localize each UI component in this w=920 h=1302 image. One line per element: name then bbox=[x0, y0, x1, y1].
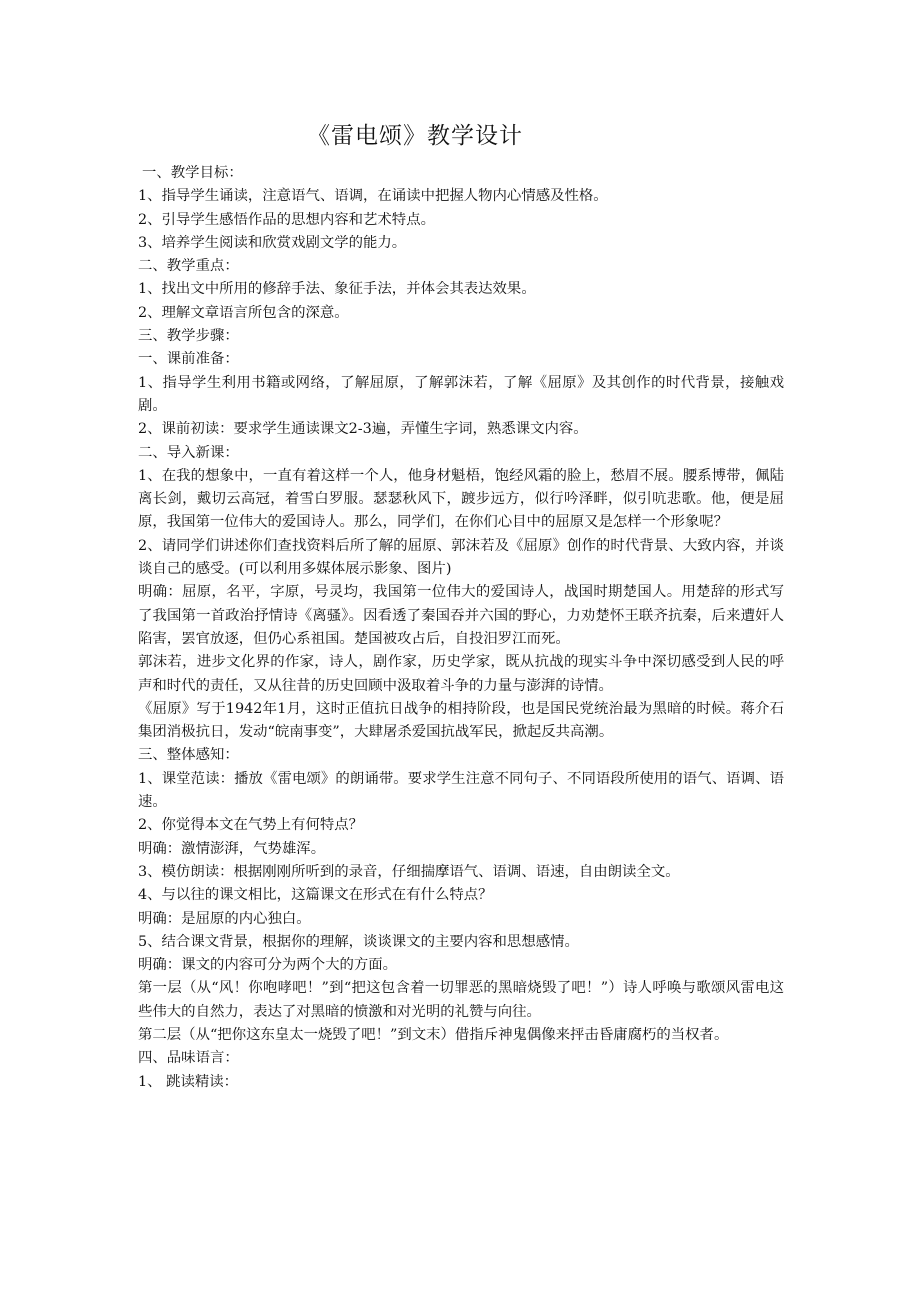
paragraph: 明确：屈原，名平，字原，号灵均，我国第一位伟大的爱国诗人，战国时期楚国人。用楚辞的形式写了我国第一首政治抒情诗《离骚》。因看透了秦国吞并六国的野心，力劝楚怀王联齐抗秦，后来遭奸人陷害，罢官放逐，但仍心系祖国。楚国被攻占后，自投汨罗江而死。 bbox=[138, 584, 784, 647]
paragraph: 4、与以往的课文相比，这篇课文在形式在有什么特点？ bbox=[138, 887, 493, 904]
objective-item: 2、引导学生感悟作品的思想内容和艺术特点。 bbox=[138, 211, 435, 228]
objective-item: 1、指导学生诵读，注意语气、语调，在诵读中把握人物内心情感及性格。 bbox=[138, 188, 608, 205]
paragraph: 1、课堂范读：播放《雷电颂》的朗诵带。要求学生注意不同句子、不同语段所使用的语气、语调、语速。 bbox=[138, 770, 784, 811]
paragraph: 2、你觉得本文在气势上有何特点？ bbox=[138, 817, 364, 834]
paragraph: 《屈原》写于1942年1月，这时正值抗日战争的相持阶段，也是国民党统治最为黑暗的时候。蒋介石集团消极抗日，发动“皖南事变”，大肆屠杀爱国抗战军民，掀起反共高潮。 bbox=[138, 700, 784, 741]
subheading-language: 四、品味语言： bbox=[138, 1050, 239, 1067]
paragraph: 3、模仿朗读：根据刚刚所听到的录音，仔细揣摩语气、语调、语速，自由朗读全文。 bbox=[138, 863, 680, 880]
key-point-item: 2、理解文章语言所包含的深意。 bbox=[138, 304, 349, 321]
paragraph: 1、指导学生利用书籍或网络，了解屈原，了解郭沫若，了解《屈原》及其创作的时代背景，接触戏剧。 bbox=[138, 374, 784, 414]
subheading-overall: 三、整体感知： bbox=[138, 747, 239, 764]
objective-item: 3、培养学生阅读和欣赏戏剧文学的能力。 bbox=[138, 234, 407, 251]
document-title: 《雷电颂》教学设计 bbox=[307, 123, 523, 149]
paragraph: 第二层（从“把你这东皇太一烧毁了吧！”到文末）借指斥神鬼偶像来抨击昏庸腐朽的当权者。 bbox=[138, 1026, 729, 1043]
paragraph: 2、课前初读：要求学生通读课文2-3遍，弄懂生字词，熟悉课文内容。 bbox=[138, 421, 588, 438]
heading-steps: 三、教学步骤： bbox=[138, 328, 239, 345]
paragraph: 1、 跳读精读： bbox=[138, 1073, 239, 1090]
paragraph: 5、结合课文背景，根据你的理解，谈谈课文的主要内容和思想感情。 bbox=[138, 933, 579, 950]
paragraph: 1、在我的想象中，一直有着这样一个人，他身材魁梧，饱经风霜的脸上，愁眉不展。腰系博带，佩陆离长剑，戴切云高冠，着雪白罗服。瑟瑟秋风下，踱步远方，似行吟泽畔，似引吭悲歌。他，便是屈原，我国第一位伟大的爱国诗人。那么，同学们，在你们心目中的屈原又是怎样一个形象呢？ bbox=[138, 467, 784, 531]
paragraph: 2、请同学们讲述你们查找资料后所了解的屈原、郭沫若及《屈原》创作的时代背景、大致内容，并谈谈自己的感受。(可以利用多媒体展示影象、图片) bbox=[138, 537, 784, 578]
heading-objectives: 一、教学目标： bbox=[142, 165, 243, 181]
paragraph: 第一层（从“风！你咆哮吧！”到“把这包含着一切罪恶的黑暗烧毁了吧！”）诗人呼唤与歌颂风雷电这些伟大的自然力，表达了对黑暗的愤激和对光明的礼赞与向往。 bbox=[138, 980, 784, 1020]
key-point-item: 1、找出文中所用的修辞手法、象征手法，并体会其表达效果。 bbox=[138, 281, 536, 298]
paragraph: 郭沫若，进步文化界的作家，诗人，剧作家，历史学家，既从抗战的现实斗争中深切感受到人民的呼声和时代的责任，又从往昔的历史回顾中汲取着斗争的力量与澎湃的诗情。 bbox=[138, 654, 784, 694]
document-body bbox=[138, 162, 784, 1094]
subheading-preparation: 一、课前准备： bbox=[138, 351, 239, 368]
paragraph: 明确：是屈原的内心独白。 bbox=[138, 910, 311, 927]
subheading-introduction: 二、导入新课： bbox=[138, 444, 239, 461]
paragraph: 明确：课文的内容可分为两个大的方面。 bbox=[138, 957, 398, 974]
paragraph: 明确：激情澎湃，气势雄浑。 bbox=[138, 840, 326, 857]
heading-key-points: 二、教学重点： bbox=[138, 258, 239, 275]
